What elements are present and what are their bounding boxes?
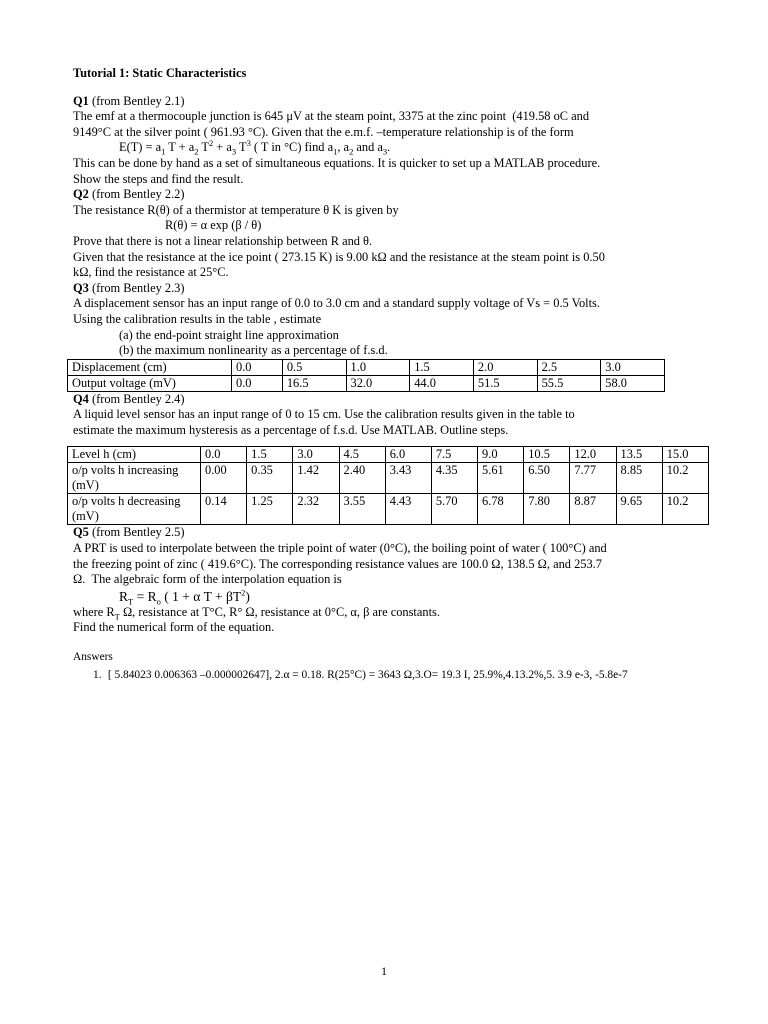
table-cell: 44.0 — [410, 375, 474, 391]
question-1-line-4: This can be done by hand as a set of simultaneous equations. It is quicker to set up a MATLAB procedure. — [73, 155, 601, 170]
table-cell: 2.32 — [293, 494, 339, 525]
table-cell: 10.2 — [662, 494, 708, 525]
table-cell: 4.5 — [339, 447, 385, 463]
displacement-calibration-table — [67, 359, 665, 392]
question-4 — [73, 392, 713, 526]
level-sensor-calibration-table — [67, 446, 709, 525]
answer-number: 1. — [93, 668, 102, 681]
table-cell: 3.0 — [293, 447, 339, 463]
answer-text: [ 5.84023 0.006363 –0.000002647], 2.α = 0.18. R(25°C) = 3643 Ω,3.O= 19.3 I, 25.9%,4.13.2%,5. 3.9 e-3, -5.8e-7 — [107, 668, 628, 681]
table-row — [68, 375, 665, 391]
question-5-line-5: where $R_T$ Ω, resistance at T°C, R° Ω, resistance at 0°C, α, β are constants. — [73, 604, 440, 622]
table-row-label: o/p volts h increasing (mV) — [68, 463, 201, 494]
table-cell: 15.0 — [662, 447, 708, 463]
question-1-equation: $E(T) = a_1$ $T + a_2$ $T^2 + a_3$ $T^3$ ( T in °C) find $a_1$, $a_2$ and $a_3$. — [119, 138, 391, 157]
table-row — [68, 359, 665, 375]
table-cell: 1.0 — [346, 359, 410, 375]
table-cell: 0.35 — [247, 463, 293, 494]
question-2-line-5: kΩ, find the resistance at 25°C. — [73, 265, 229, 280]
table-cell: 1.5 — [410, 359, 474, 375]
question-3 — [73, 281, 713, 392]
table-cell: 55.5 — [537, 375, 601, 391]
question-3-item-b: (b) the maximum nonlinearity as a percentage of f.s.d. — [119, 343, 388, 358]
table-cell: 4.43 — [385, 494, 431, 525]
table-cell: 1.5 — [247, 447, 293, 463]
table-cell: 12.0 — [570, 447, 616, 463]
table-cell: 2.40 — [339, 463, 385, 494]
question-2-equation: R(θ) = α exp (β / θ) — [165, 218, 262, 233]
question-3-heading — [73, 281, 713, 297]
table-cell: 7.77 — [570, 463, 616, 494]
question-2-heading — [73, 187, 713, 203]
question-4-heading — [73, 392, 713, 408]
question-5-equation: $R_T = R_o$ ( 1 + α $T + \beta T^2$) — [119, 587, 250, 607]
question-4-reference: (from Bentley 2.4) — [88, 391, 185, 406]
document-page — [73, 66, 713, 682]
table-row — [68, 494, 709, 525]
question-3-subparts — [73, 328, 713, 359]
table-cell: 3.43 — [385, 463, 431, 494]
answers-heading: Answers — [73, 651, 113, 664]
table-cell: 2.0 — [473, 359, 537, 375]
question-1-number: Q1 — [73, 93, 89, 108]
table-cell: 5.61 — [478, 463, 524, 494]
table-cell: 6.50 — [524, 463, 570, 494]
question-2 — [73, 187, 713, 281]
question-2-reference: (from Bentley 2.2) — [88, 187, 185, 202]
question-4-line-1: A liquid level sensor has an input range of 0 to 15 cm. Use the calibration results given in the table to — [73, 407, 575, 422]
question-5-heading — [73, 525, 713, 541]
question-5 — [73, 525, 713, 636]
table-row-label: Level h (cm) — [68, 447, 201, 463]
table-cell: 1.25 — [247, 494, 293, 525]
table-cell: 7.5 — [431, 447, 477, 463]
question-3-line-2: Using the calibration results in the table , estimate — [73, 311, 322, 326]
table-cell: 5.70 — [431, 494, 477, 525]
table-row — [68, 463, 709, 494]
table-cell: 51.5 — [473, 375, 537, 391]
table-cell: 6.78 — [478, 494, 524, 525]
table-cell: 0.0 — [201, 447, 247, 463]
table-row — [68, 447, 709, 463]
table-cell: 10.5 — [524, 447, 570, 463]
table-cell: 8.85 — [616, 463, 662, 494]
table-cell: 32.0 — [346, 375, 410, 391]
table-cell: 0.0 — [232, 375, 283, 391]
question-5-line-6: Find the numerical form of the equation. — [73, 620, 275, 635]
question-3-reference: (from Bentley 2.3) — [88, 280, 185, 295]
table-cell: 9.65 — [616, 494, 662, 525]
table-cell: 16.5 — [282, 375, 346, 391]
answers-list — [73, 668, 713, 683]
question-5-number: Q5 — [73, 525, 89, 540]
question-2-line-3: Prove that there is not a linear relationship between R and θ. — [73, 233, 373, 248]
question-2-number: Q2 — [73, 187, 89, 202]
question-1-heading — [73, 94, 713, 110]
table-cell: 6.0 — [385, 447, 431, 463]
table-cell: 9.0 — [478, 447, 524, 463]
table-cell: 7.80 — [524, 494, 570, 525]
question-2-line-4: Given that the resistance at the ice point ( 273.15 K) is 9.00 kΩ and the resistance at the steam point is 0.50 — [73, 249, 605, 264]
question-3-item-a: (a) the end-point straight line approximation — [119, 327, 339, 342]
question-4-line-2: estimate the maximum hysteresis as a percentage of f.s.d. Use MATLAB. Outline steps. — [73, 422, 509, 437]
question-5-line-1: A PRT is used to interpolate between the triple point of water (0°C), the boiling point of water ( 100°C) and — [73, 541, 607, 556]
table-cell: 0.14 — [201, 494, 247, 525]
question-5-line-3: Ω. The algebraic form of the interpolation equation is — [73, 572, 342, 587]
table-row-label: o/p volts h decreasing (mV) — [68, 494, 201, 525]
table-cell: 8.87 — [570, 494, 616, 525]
question-1-line-5: Show the steps and find the result. — [73, 171, 244, 186]
question-5-reference: (from Bentley 2.5) — [88, 525, 185, 540]
table-cell: 10.2 — [662, 463, 708, 494]
table-cell: 0.0 — [232, 359, 283, 375]
table-cell: 3.55 — [339, 494, 385, 525]
question-1 — [73, 94, 713, 188]
question-1-reference: (from Bentley 2.1) — [88, 93, 185, 108]
table-cell: 4.35 — [431, 463, 477, 494]
document-title: Tutorial 1: Static Characteristics — [73, 66, 247, 80]
table-cell: 0.00 — [201, 463, 247, 494]
question-5-line-2: the freezing point of zinc ( 419.6°C). The corresponding resistance values are 100.0 Ω, 138.5 Ω, and 253.7 — [73, 556, 602, 571]
question-1-line-1: The emf at a thermocouple junction is 645 μV at the steam point, 3375 at the zinc point (419.58 oC and — [73, 109, 590, 124]
table-row-label: Output voltage (mV) — [68, 375, 232, 391]
question-4-number: Q4 — [73, 391, 89, 406]
table-cell: 0.5 — [282, 359, 346, 375]
question-1-line-2: 9149°C at the silver point ( 961.93 °C). Given that the e.m.f. –temperature relationship is of the form — [73, 124, 574, 139]
question-3-number: Q3 — [73, 280, 89, 295]
table-cell: 1.42 — [293, 463, 339, 494]
table-cell: 58.0 — [601, 375, 665, 391]
table-cell: 13.5 — [616, 447, 662, 463]
page-number: 1 — [381, 964, 387, 978]
question-3-line-1: A displacement sensor has an input range of 0.0 to 3.0 cm and a standard supply voltage of Vs = 0.5 Volts. — [73, 296, 600, 311]
table-row-label: Displacement (cm) — [68, 359, 232, 375]
table-cell: 2.5 — [537, 359, 601, 375]
question-2-line-1: The resistance R(θ) of a thermistor at temperature θ K is given by — [73, 202, 399, 217]
table-cell: 3.0 — [601, 359, 665, 375]
